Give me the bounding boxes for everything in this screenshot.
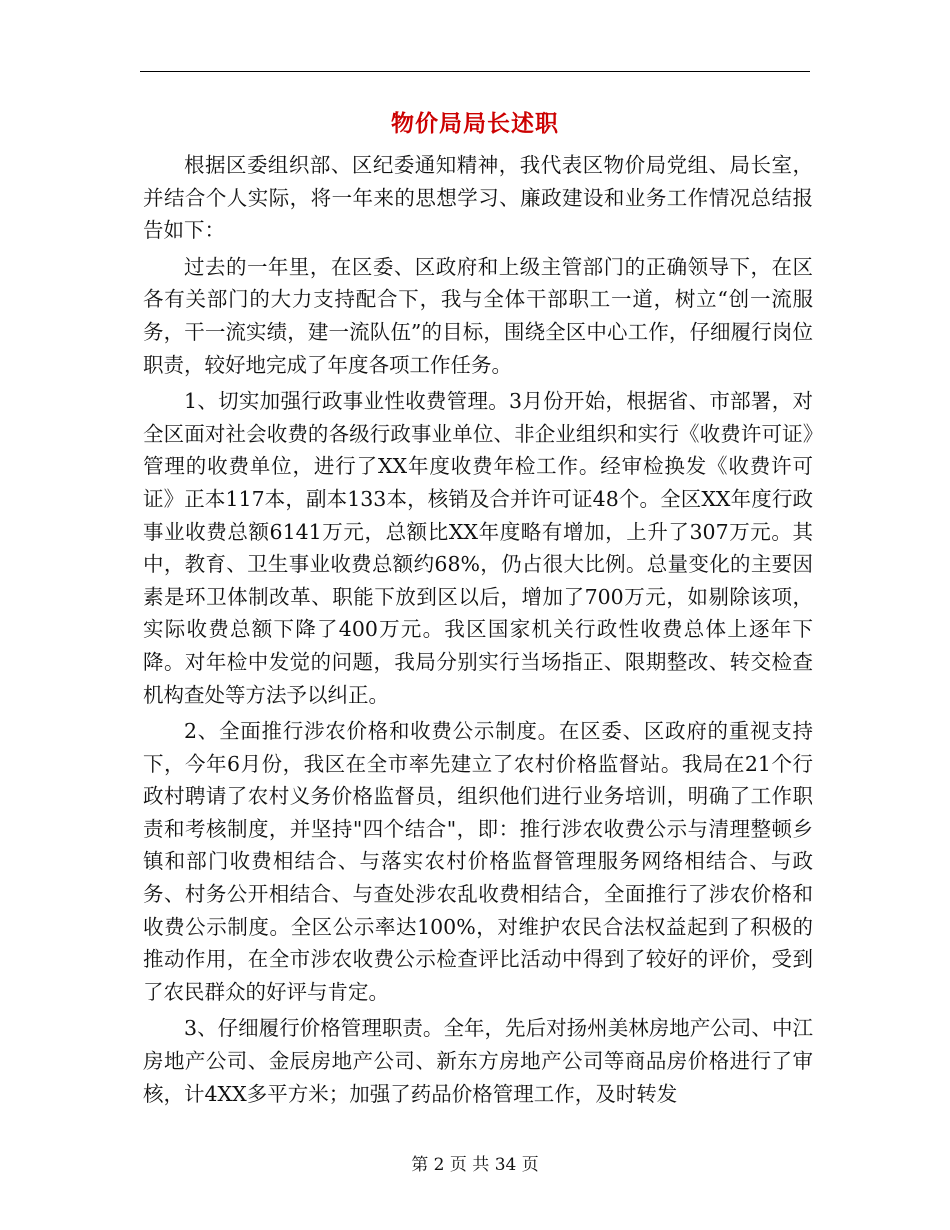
page-number: 第 2 页 共 34 页 bbox=[411, 1155, 539, 1175]
header-rule bbox=[140, 71, 810, 72]
document-title: 物价局局长述职 bbox=[391, 110, 559, 137]
paragraph-item-1: 1、切实加强行政事业性收费管理。3月份开始，根据省、市部署，对全区面对社会收费的各级行政事业单位、非企业组织和实行《收费许可证》管理的收费单位，进行了XX年度收费年检工作。经审检换发《收费许可证》正本117本，副本133本，核销及合并许可证48个。全区XX年度行政事业收费总额6141万元，总额比XX年度略有增加，上升了307万元。其中，教育、卫生事业收费总额约68%，仍占很大比例。总量变化的主要因素是环卫体制改革、职能下放到区以后，增加了700万元，如剔除该项，实际收费总额下降了400万元。我区国家机关行政性收费总体上逐年下降。对年检中发觉的问题，我局分别实行当场指正、限期整改、转交检查机构查处等方法予以纠正。 bbox=[143, 389, 813, 707]
paragraph-item-3: 3、仔细履行价格管理职责。全年，先后对扬州美林房地产公司、中江房地产公司、金辰房地产公司、新东方房地产公司等商品房价格进行了审核，计4XX多平方米；加强了药品价格管理工作，及时转发 bbox=[143, 1016, 813, 1106]
document-body bbox=[143, 149, 813, 1114]
paragraph-item-2: 2、全面推行涉农价格和收费公示制度。在区委、区政府的重视支持下，今年6月份，我区在全市率先建立了农村价格监督站。我局在21个行政村聘请了农村义务价格监督员，组织他们进行业务培训，明确了工作职责和考核制度，并坚持"四个结合"，即：推行涉农收费公示与清理整顿乡镇和部门收费相结合、与落实农村价格监督管理服务网络相结合、与政务、村务公开相结合、与查处涉农乱收费相结合，全面推行了涉农价格和收费公示制度。全区公示率达100%，对维护农民合法权益起到了积极的推动作用，在全市涉农收费公示检查评比活动中得到了较好的评价，受到了农民群众的好评与肯定。 bbox=[143, 719, 813, 1004]
page-footer bbox=[0, 1153, 950, 1177]
paragraph-intro: 根据区委组织部、区纪委通知精神，我代表区物价局党组、局长室，并结合个人实际，将一年来的思想学习、廉政建设和业务工作情况总结报告如下： bbox=[143, 153, 813, 243]
paragraph-overview: 过去的一年里，在区委、区政府和上级主管部门的正确领导下，在区各有关部门的大力支持配合下，我与全体干部职工一道，树立“创一流服务，干一流实绩，建一流队伍”的目标，围绕全区中心工作，仔细履行岗位职责，较好地完成了年度各项工作任务。 bbox=[143, 254, 813, 377]
